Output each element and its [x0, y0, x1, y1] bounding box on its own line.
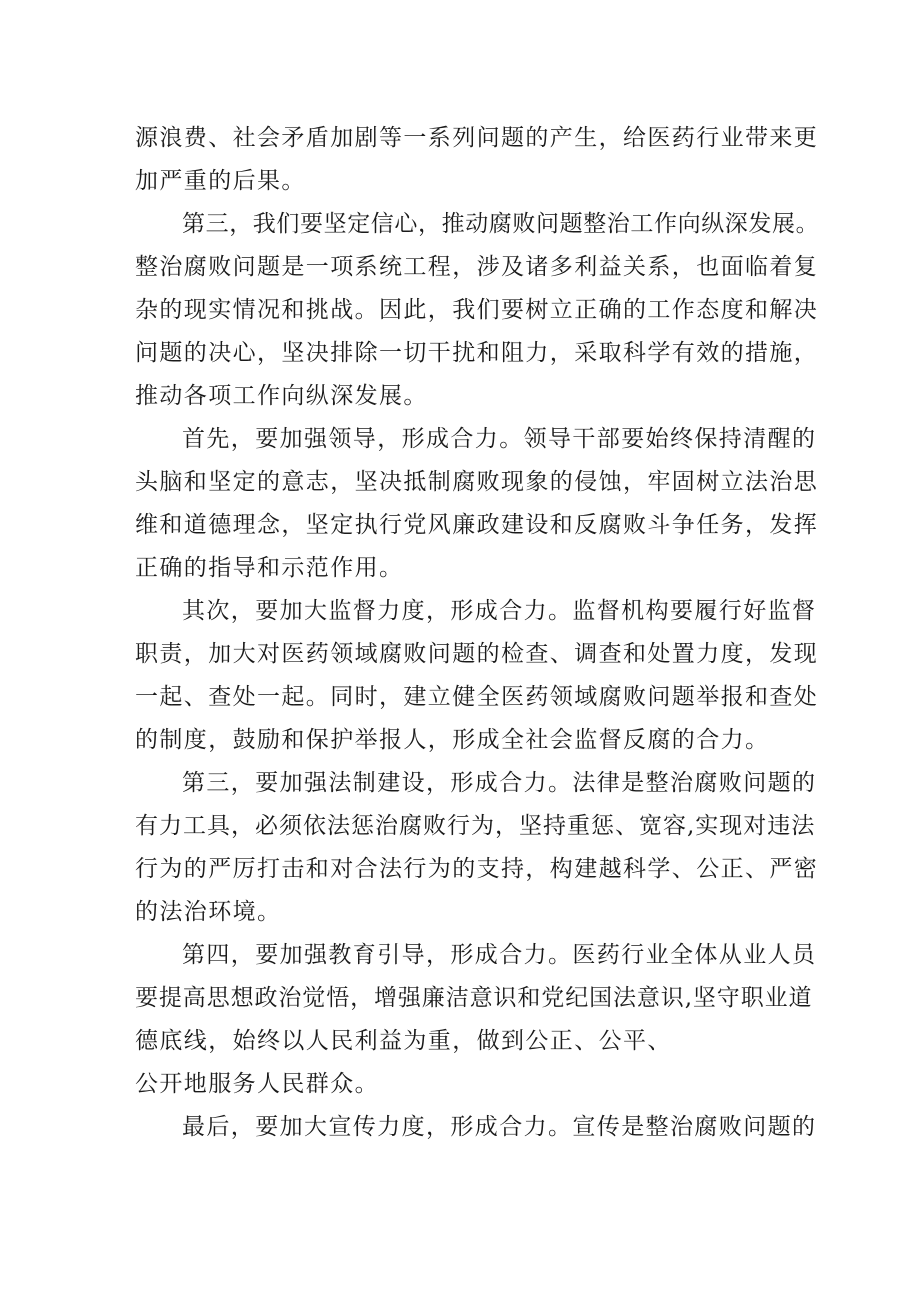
paragraph-start-line: 其次，要加大监督力度，形成合力。监督机构要履行好监督 [182, 598, 817, 624]
text-line: 加严重的后果。 [135, 168, 306, 194]
paragraph-start-line: 首先，要加强领导，形成合力。领导干部要始终保持清醒的 [182, 426, 817, 452]
paragraph-start-line: 最后，要加大宣传力度，形成合力。宣传是整治腐败问题的 [182, 1114, 817, 1140]
text-line: 职责，加大对医药领域腐败问题的检查、调查和处置力度，发现 [135, 641, 819, 667]
text-line: 的法治环境。 [135, 899, 282, 925]
text-line: 要提高思想政治觉悟，增强廉洁意识和党纪国法意识,坚守职业道 [135, 985, 813, 1011]
text-line: 行为的严厉打击和对合法行为的支持，构建越科学、公正、严密 [135, 856, 819, 882]
text-line: 头脑和坚定的意志，坚决抵制腐败现象的侵蚀，牢固树立法治思 [135, 469, 819, 495]
paragraph-start-line: 第三，我们要坚定信心，推动腐败问题整治工作向纵深发展。 [182, 211, 820, 237]
text-line: 整治腐败问题是一项系统工程，涉及诸多利益关系，也面临着复 [135, 254, 819, 280]
text-line: 有力工具，必须依法惩治腐败行为，坚持重惩、宽容,实现对违法 [135, 813, 816, 839]
text-line: 杂的现实情况和挑战。因此，我们要树立正确的工作态度和解决 [135, 297, 819, 323]
text-line: 一起、查处一起。同时，建立健全医药领域腐败问题举报和查处 [135, 684, 819, 710]
text-line: 正确的指导和示范作用。 [135, 555, 404, 581]
text-line: 问题的决心，坚决排除一切干扰和阻力，采取科学有效的措施， [135, 340, 819, 366]
text-line: 源浪费、社会矛盾加剧等一系列问题的产生，给医药行业带来更 [135, 125, 819, 151]
text-line: 公开地服务人民群众。 [135, 1071, 379, 1097]
text-line: 的制度，鼓励和保护举报人，形成全社会监督反腐的合力。 [135, 727, 770, 753]
text-line: 德底线，始终以人民利益为重，做到公正、公平、 [135, 1028, 672, 1054]
paragraph-start-line: 第四，要加强教育引导，形成合力。医药行业全体从业人员 [182, 942, 817, 968]
paragraph-start-line: 第三，要加强法制建设，形成合力。法律是整治腐败问题的 [182, 770, 817, 796]
text-line: 维和道德理念，坚定执行党风廉政建设和反腐败斗争任务，发挥 [135, 512, 819, 538]
text-line: 推动各项工作向纵深发展。 [135, 383, 428, 409]
